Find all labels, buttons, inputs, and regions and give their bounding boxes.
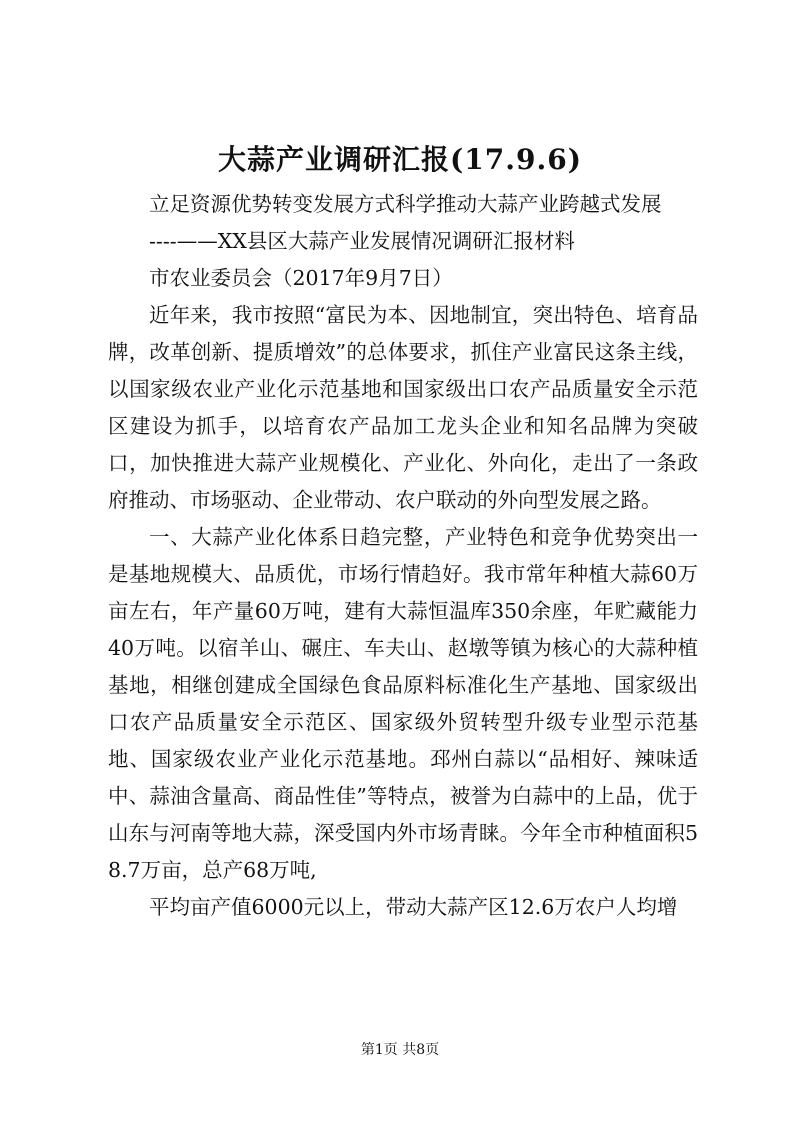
document-title: 大蒜产业调研汇报(17.9.6): [218, 143, 582, 176]
subtitle-line: 立足资源优势转变发展方式科学推动大蒜产业跨越式发展: [149, 192, 662, 216]
issuer-line: 市农业委员会（2017年9月7日）: [149, 266, 453, 290]
body-paragraph: 一、大蒜产业化体系日趋完整，产业特色和竞争优势突出一是基地规模大、品质优，市场行情趋好。我市常年种植大蒜60万亩左右，年产量60万吨，建有大蒜恒温库350余座，年贮藏能力40万吨。以宿羊山、碾庄、车夫山、赵墩等镇为核心的大蒜种植基地，相继创建成全国绿色食品原料标准化生产基地、国家级出口农产品质量安全示范区、国家级外贸转型升级专业型示范基地、国家级农业产业化示范基地。邳州白蒜以“品相好、辣味适中、蒜油含量高、商品性佳”等特点，被誉为白蒜中的上品，优于山东与河南等地大蒜，深受国内外市场青睐。今年全市种植面积58.7万亩，总产68万吨,: [108, 525, 698, 882]
document-body: [108, 186, 698, 926]
body-paragraph: 近年来，我市按照“富民为本、因地制宜，突出特色、培育品牌，改革创新、提质增效”的总体要求，抓住产业富民这条主线，以国家级农业产业化示范基地和国家级出口农产品质量安全示范区建设为抓手，以培育农产品加工龙头企业和知名品牌为突破口，加快推进大蒜产业规模化、产业化、外向化，走出了一条政府推动、市场驱动、企业带动、农户联动的外向型发展之路。: [108, 303, 698, 512]
subheading-line: ----——XX县区大蒜产业发展情况调研汇报材料: [149, 229, 575, 253]
body-paragraph: 平均亩产值6000元以上，带动大蒜产区12.6万农户人均增: [149, 895, 678, 919]
page-number-footer: 第1页 共8页: [360, 1042, 440, 1058]
